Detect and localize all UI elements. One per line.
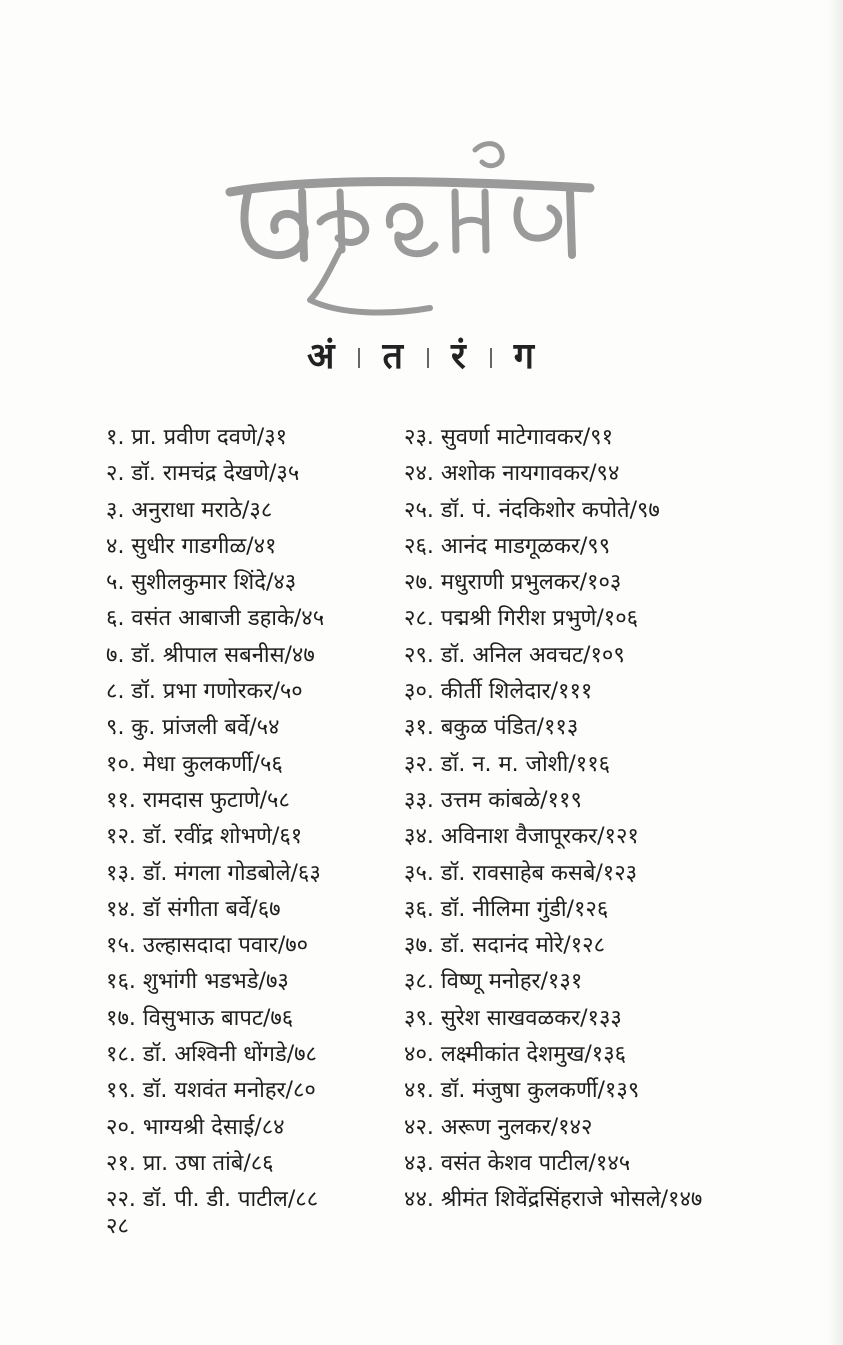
contents-entry: ३४. अविनाश वैजापूरकर/१२१ bbox=[404, 824, 639, 850]
heading-letter-1: अं bbox=[306, 336, 337, 377]
contents-entry: १५. उल्हासदादा पवार/७० bbox=[106, 933, 309, 959]
contents-entry: ३३. उत्तम कांबळे/११९ bbox=[404, 787, 582, 813]
contents-entry: २९. डॉ. अनिल अवचट/१०९ bbox=[404, 642, 625, 668]
contents-entry: ३. अनुराधा मराठे/३८ bbox=[106, 497, 273, 523]
contents-entry: ६. वसंत आबाजी डहाके/४५ bbox=[106, 606, 325, 632]
contents-entry: ९. कु. प्रांजली बर्वे/५४ bbox=[106, 715, 280, 741]
page-number: २८ bbox=[106, 1214, 129, 1239]
contents-entry: ३२. डॉ. न. म. जोशी/११६ bbox=[404, 751, 611, 777]
contents-entry: ४४. श्रीमंत शिवेंद्रसिंहराजे भोसले/१४७ bbox=[404, 1187, 703, 1213]
page-edge-shadow bbox=[829, 0, 843, 1345]
contents-entry: १८. डॉ. अश्विनी धोंगडे/७८ bbox=[106, 1042, 317, 1068]
contents-entry: ३६. डॉ. नीलिमा गुंडी/१२६ bbox=[404, 896, 609, 922]
contents-entry: ४. सुधीर गाडगीळ/४१ bbox=[106, 533, 277, 559]
contents-entry: ३७. डॉ. सदानंद मोरे/१२८ bbox=[404, 933, 606, 959]
contents-entry: ३९. सुरेश साखवळकर/१३३ bbox=[404, 1005, 622, 1031]
heading-divider bbox=[427, 348, 429, 368]
contents-heading bbox=[0, 330, 843, 379]
contents-entry: १३. डॉ. मंगला गोडबोले/६३ bbox=[106, 860, 321, 886]
contents-entry: २३. सुवर्णा माटेगावकर/९१ bbox=[404, 425, 614, 450]
contents-entry: १९. डॉ. यशवंत मनोहर/८० bbox=[106, 1078, 316, 1104]
heading-divider bbox=[358, 348, 360, 368]
heading-letter-4: ग bbox=[513, 336, 537, 377]
contents-entry: ३१. बकुळ पंडित/११३ bbox=[404, 715, 579, 741]
heading-letter-3: रं bbox=[451, 336, 468, 377]
contents-entry: २७. मधुराणी प्रभुलकर/१०३ bbox=[404, 570, 622, 596]
contents-column-right bbox=[404, 420, 702, 1219]
heading-letter-2: त bbox=[382, 336, 406, 377]
contents-entry: २२. डॉ. पी. डी. पाटील/८८ bbox=[106, 1187, 319, 1213]
contents-entry: ११. रामदास फुटाणे/५८ bbox=[106, 787, 290, 813]
contents-entry: २४. अशोक नायगावकर/९४ bbox=[404, 461, 620, 487]
contents-entry: १०. मेधा कुलकर्णी/५६ bbox=[106, 751, 283, 777]
contents-entry: ३५. डॉ. रावसाहेब कसबे/१२३ bbox=[404, 860, 638, 886]
contents-entry: ३८. विष्णू मनोहर/१३१ bbox=[404, 969, 583, 995]
contents-entry: ४०. लक्ष्मीकांत देशमुख/१३६ bbox=[404, 1042, 627, 1068]
contents-entry: २५. डॉ. पं. नंदकिशोर कपोते/९७ bbox=[404, 497, 660, 523]
contents-entry: १६. शुभांगी भडभडे/७३ bbox=[106, 969, 289, 995]
contents-entry: ४१. डॉ. मंजुषा कुलकर्णी/१३९ bbox=[404, 1078, 640, 1104]
contents-entry: ४२. अरूण नुलकर/१४२ bbox=[404, 1114, 593, 1140]
contents-entry: १२. डॉ. रवींद्र शोभणे/६१ bbox=[106, 824, 303, 850]
contents-column-left bbox=[106, 420, 324, 1219]
contents-entry: ४३. वसंत केशव पाटील/१४५ bbox=[404, 1150, 631, 1176]
contents-entry: ३०. कीर्ती शिलेदार/१११ bbox=[404, 679, 593, 705]
contents-entry: ८. डॉ. प्रभा गणोरकर/५० bbox=[106, 679, 303, 705]
contents-entry: २८. पद्मश्री गिरीश प्रभुणे/१०६ bbox=[404, 606, 639, 632]
contents-entry: २०. भाग्यश्री देसाई/८४ bbox=[106, 1114, 285, 1140]
contents-entry: २१. प्रा. उषा तांबे/८६ bbox=[106, 1150, 274, 1176]
contents-entry: २. डॉ. रामचंद्र देखणे/३५ bbox=[106, 461, 300, 487]
contents-entry: १७. विसुभाऊ बापट/७६ bbox=[106, 1005, 294, 1031]
contents-entry: १. प्रा. प्रवीण दवणे/३१ bbox=[106, 425, 288, 450]
contents-entry: ५. सुशीलकुमार शिंदे/४३ bbox=[106, 570, 297, 596]
contents-entry: २६. आनंद माडगूळकर/९९ bbox=[404, 533, 611, 559]
calligraphic-title-logo bbox=[220, 130, 600, 330]
heading-divider bbox=[490, 348, 492, 368]
contents-entry: ७. डॉ. श्रीपाल सबनीस/४७ bbox=[106, 642, 315, 668]
contents-entry: १४. डॉ संगीता बर्वे/६७ bbox=[106, 896, 281, 922]
